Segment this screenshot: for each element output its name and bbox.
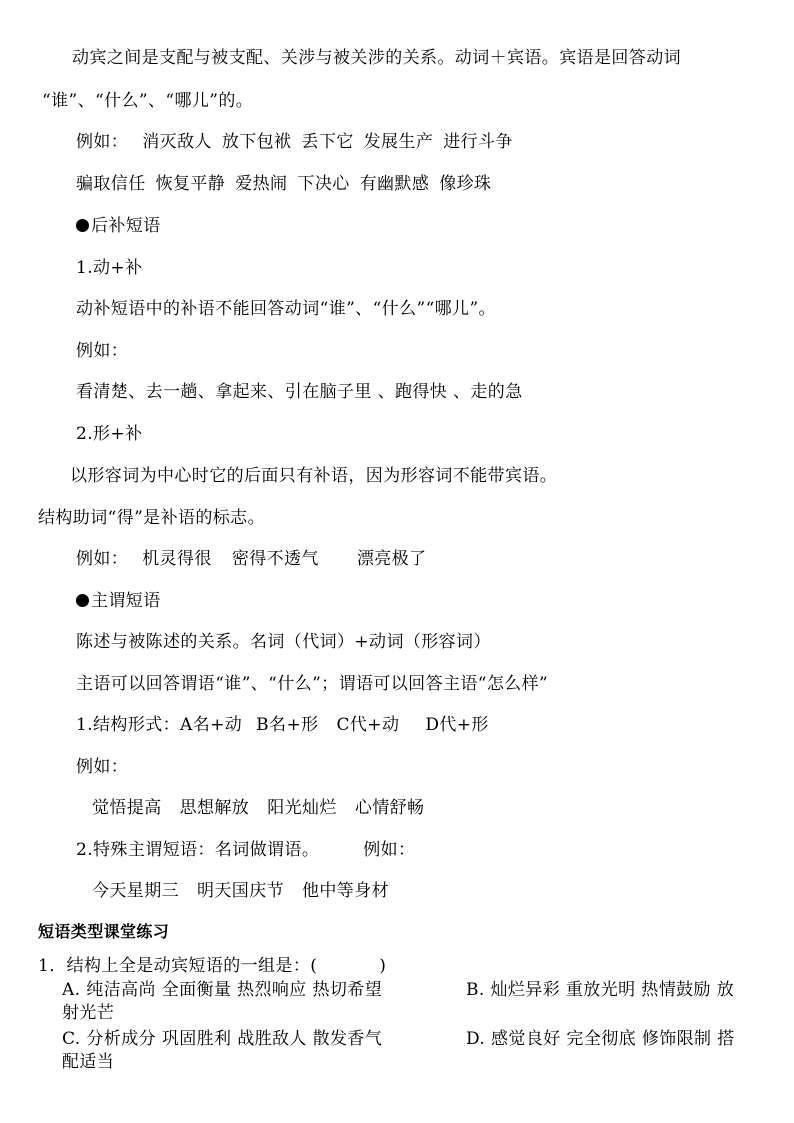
dongbin-examples-row2	[76, 173, 491, 195]
example-item: 丢下它	[301, 132, 354, 152]
example-item: 密得不透气	[231, 549, 319, 569]
structure-form: B名+形	[256, 715, 319, 735]
dongbu-examples: 看清楚、去一趟、拿起来、引在脑子里 、跑得快 、走的急	[76, 382, 523, 402]
example-item: 有幽默感	[359, 174, 430, 194]
example-item: 进行斗争	[443, 132, 513, 152]
example-prefix: 例如：	[363, 840, 416, 860]
question-1-stem	[38, 955, 386, 977]
special-zhuwei	[76, 839, 415, 861]
heading-zhuwei-text: 主谓短语	[91, 591, 161, 611]
special-examples	[92, 880, 389, 902]
xingbu-examples	[76, 548, 426, 570]
example-item: 发展生产	[363, 132, 434, 152]
example-item: 明天国庆节	[197, 881, 284, 901]
example-item: 漂亮极了	[356, 549, 427, 569]
example-prefix: 例如：	[76, 549, 129, 569]
answer-blank-close: )	[379, 956, 387, 976]
bullet-icon	[76, 219, 89, 232]
structure-label: 1.结构形式：	[76, 715, 181, 735]
example-item: 心情舒畅	[354, 798, 425, 818]
example-item: 下决心	[297, 174, 350, 194]
option-d-continuation: 配适当	[62, 1052, 115, 1072]
example-prefix: 例如：	[76, 132, 129, 152]
subheading-dongbu: 1.动+补	[76, 258, 143, 278]
example-item: 机灵得很	[142, 549, 212, 569]
example-item: 思想解放	[179, 798, 250, 818]
example-item: 消灭敌人	[142, 132, 212, 152]
structure-forms	[76, 714, 489, 736]
heading-houbu	[76, 215, 161, 237]
example-item: 今天星期三	[92, 881, 179, 901]
special-zhuwei-title: 2.特殊主谓短语：名词做谓语。	[76, 840, 320, 860]
option-d: D. 感觉良好 完全彻底 修饰限制 搭	[466, 1029, 735, 1049]
zhuwei-examples	[92, 797, 424, 819]
bullet-icon	[76, 594, 89, 607]
option-a: A. 纯洁高尚 全面衡量 热烈响应 热切希望	[62, 980, 383, 1000]
example-item: 他中等身材	[302, 881, 389, 901]
option-b-continuation: 射光芒	[62, 1003, 115, 1023]
paragraph-dongbu-desc: 动补短语中的补语不能回答动词“谁”、“什么”“哪儿”。	[76, 299, 496, 319]
structure-form: D代+形	[425, 715, 489, 735]
paragraph-de-marker: 结构助词“得”是补语的标志。	[38, 508, 265, 528]
option-c: C. 分析成分 巩固胜利 战胜敌人 散发香气	[62, 1029, 383, 1049]
example-item: 爱热闹	[235, 174, 288, 194]
paragraph-zhuwei-question: 主语可以回答谓语“谁”、“什么”；谓语可以回答主语“怎么样”	[76, 674, 549, 694]
subheading-xingbu: 2.形+补	[76, 424, 143, 444]
paragraph-dongbin-question: “谁”、“什么”、“哪儿”的。	[42, 91, 254, 111]
practice-title: 短语类型课堂练习	[38, 922, 170, 941]
example-item: 觉悟提高	[92, 798, 162, 818]
example-item: 放下包袱	[221, 132, 292, 152]
structure-form: C代+动	[336, 715, 400, 735]
paragraph-dongbin-relation: 动宾之间是支配与被支配、关涉与被关涉的关系。动词＋宾语。宾语是回答动词	[72, 48, 681, 68]
example-item: 恢复平静	[155, 174, 226, 194]
heading-zhuwei	[76, 590, 161, 612]
structure-form: A名+动	[180, 715, 243, 735]
example-item: 阳光灿烂	[267, 798, 337, 818]
option-b: B. 灿烂异彩 重放光明 热情鼓励 放	[466, 980, 735, 1000]
question-stem-text: 1．结构上全是动宾短语的一组是：(	[38, 956, 318, 976]
paragraph-xingbu-desc: 以形容词为中心时它的后面只有补语，因为形容词不能带宾语。	[70, 466, 558, 486]
paragraph-zhuwei-relation: 陈述与被陈述的关系。名词（代词）+动词（形容词）	[76, 632, 491, 652]
heading-houbu-text: 后补短语	[91, 216, 161, 236]
example-item: 骗取信任	[76, 174, 146, 194]
example-item: 像珍珠	[439, 174, 492, 194]
dongbin-examples-row1	[76, 131, 513, 153]
example-label: 例如：	[76, 757, 129, 777]
example-label: 例如：	[76, 341, 129, 361]
